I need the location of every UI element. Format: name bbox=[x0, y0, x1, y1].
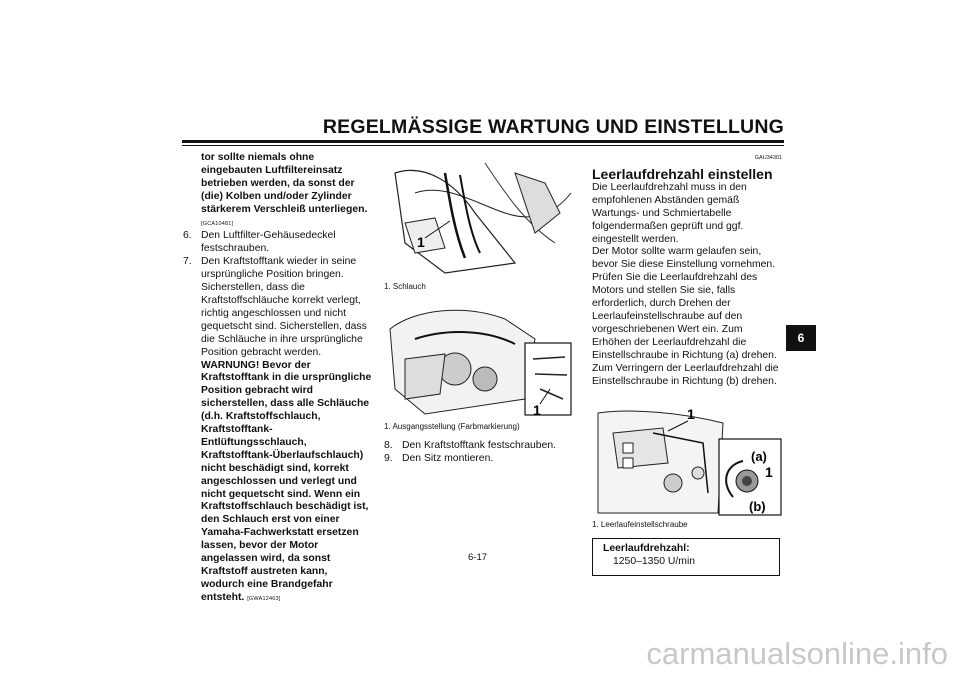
figure-hose bbox=[384, 152, 574, 280]
step-6-text: Den Luftfilter-Gehäusedeckel festschrauben. bbox=[201, 230, 336, 255]
column-middle bbox=[384, 152, 572, 466]
step-6 bbox=[183, 230, 373, 256]
column-left bbox=[183, 152, 373, 606]
step-7-number: 7. bbox=[183, 256, 192, 268]
fig2-callout: 1 bbox=[533, 402, 541, 418]
warning-text: WARNUNG! Bevor der Kraftstofftank in die ursprüngliche Position gebracht wird sicherstellen, dass alle Schläuche (d.h. Kraftstoffschlauch, Kraftstofftank-Entlüftungsschlauch, Kraftstofftank-Überlaufschlauch) nicht beschädigt sind, korrekt angeschlossen und verlegt und nicht gequetscht sind. Wenn ein Kraftstoffschlauch beschädigt ist, den Schlauch erst von einer Yamaha-Fachwerkstatt ersetzen lassen, bevor der Motor angelassen wird, da sonst Kraftstoff austreten kann, wodurch eine Brandgefahr entsteht. bbox=[201, 359, 372, 603]
step-6-number: 6. bbox=[183, 230, 192, 242]
fig1-caption: 1. Schlauch bbox=[384, 282, 426, 291]
warning-code: [GWA12463] bbox=[247, 595, 281, 602]
step-7-text: Den Kraftstofftank wieder in seine ursprüngliche Position bringen. Sicherstellen, dass die Kraftstoffschläuche korrekt verlegt, richtig angeschlossen und nicht gequetscht sind. Sicherstellen, dass die Schläuche in ihre ursprüngliche Position gebracht werden. bbox=[201, 256, 367, 358]
page-header-title: REGELMÄSSIGE WARTUNG UND EINSTELLUNG bbox=[322, 116, 784, 138]
fig3-callout-inset: 1 bbox=[765, 464, 773, 481]
fig3-caption: 1. Leerlaufeinstellschraube bbox=[592, 520, 688, 530]
header-rule-thin bbox=[182, 145, 784, 146]
header-rule-thick bbox=[182, 140, 784, 143]
section-code: GAU34301 bbox=[754, 155, 782, 161]
fig1-callout: 1 bbox=[417, 234, 425, 250]
fig3-callout-main: 1 bbox=[687, 406, 695, 423]
step-8-number: 8. bbox=[384, 440, 393, 451]
step-9-text: Den Sitz montieren. bbox=[402, 452, 494, 464]
page-number: 6-17 bbox=[468, 552, 488, 563]
fig3-label-a: (a) bbox=[751, 449, 767, 465]
column-right bbox=[592, 152, 782, 576]
spec-box bbox=[592, 538, 780, 576]
fig3-label-b: (b) bbox=[749, 499, 766, 515]
step-9-number: 9. bbox=[384, 452, 393, 464]
warning-notice bbox=[183, 360, 373, 606]
spec-value: 1250–1350 U/min bbox=[613, 556, 696, 568]
caution-notice bbox=[183, 152, 373, 230]
spec-label: Leerlaufdrehzahl: bbox=[603, 543, 690, 555]
step-7 bbox=[183, 256, 373, 359]
caution-text: tor sollte niemals ohne eingebauten Luftfiltereinsatz betrieben werden, da sonst der (die) Kolben und/oder Zylinder stärkerem Verschleiß unterliegen. bbox=[201, 152, 368, 215]
caution-code: [GCA10481] bbox=[201, 220, 234, 227]
figure-idle-screw bbox=[592, 402, 784, 518]
step-9 bbox=[384, 453, 572, 466]
step-8-text: Den Kraftstofftank festschrauben. bbox=[402, 440, 557, 451]
step-8 bbox=[384, 440, 572, 453]
watermark: carmanualsonline.info bbox=[646, 636, 948, 671]
chapter-tab[interactable]: 6 bbox=[786, 325, 816, 351]
section-heading: Leerlaufdrehzahl einstellen bbox=[592, 165, 773, 182]
figure-initial-position bbox=[384, 298, 574, 420]
section-body: Die Leerlaufdrehzahl muss in den empfohlenen Abständen gemäß Wartungs- und Schmiertabelle folgendermaßen geprüft und ggf. eingestellt werden. Der Motor sollte warm gelaufen sein, bevor Sie diese Einstellung vornehmen. Prüfen Sie die Leerlaufdrehzahl des Motors und stellen Sie sie, falls erforderlich, durch Drehen der Leerlaufeinstellschraube auf den vorgeschriebenen Wert ein. Zum Erhöhen der Leerlaufdrehzahl die Einstellschraube in Richtung (a) drehen. Zum Verringern der Leerlaufdrehzahl die Einstellschraube in Richtung (b) drehen. bbox=[592, 181, 779, 387]
fig2-caption: 1. Ausgangsstellung (Farbmarkierung) bbox=[384, 422, 520, 431]
fig2-inset bbox=[525, 343, 571, 415]
